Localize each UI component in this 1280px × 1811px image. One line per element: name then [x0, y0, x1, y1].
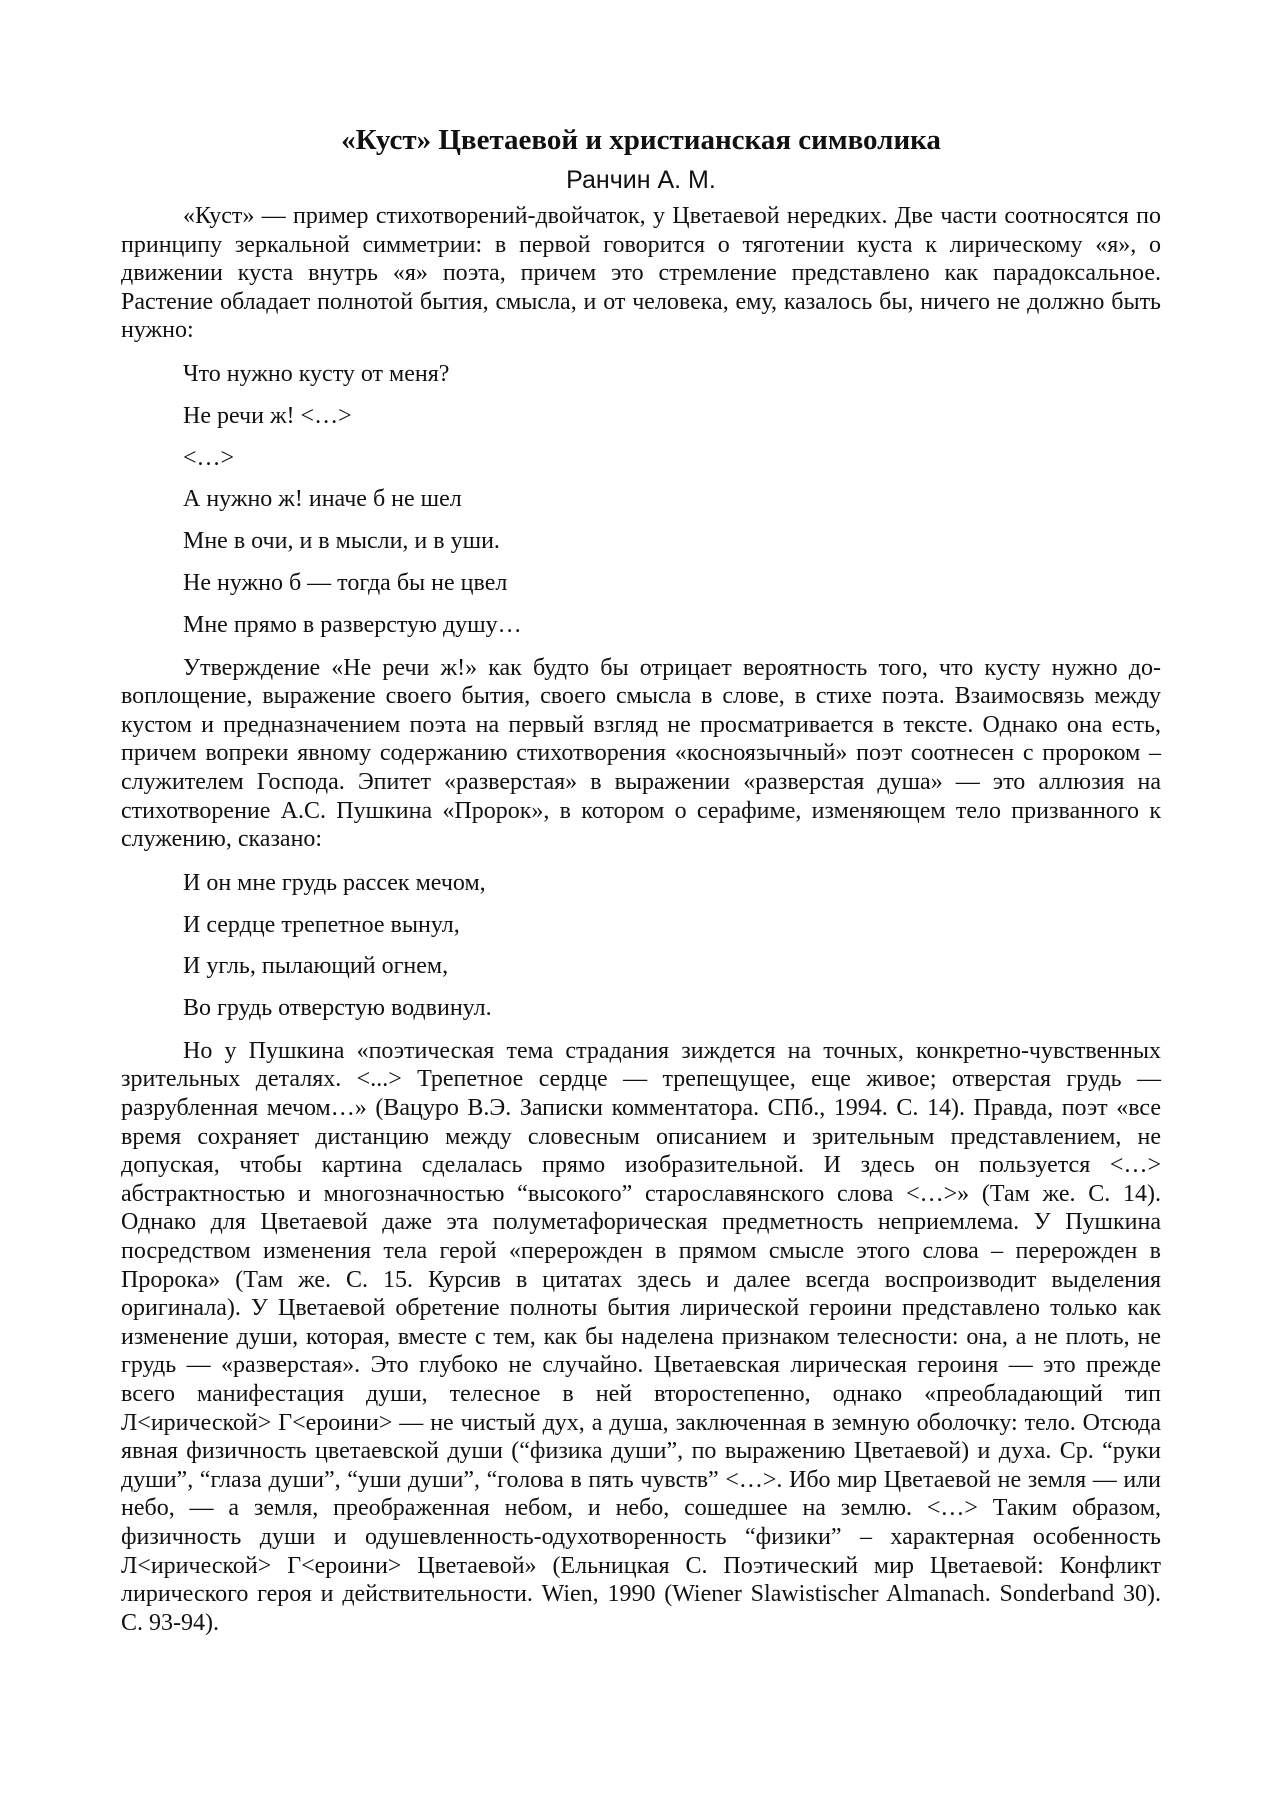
verse-line: Во грудь отверстую водвинул.	[183, 995, 492, 1022]
verse-line: Мне прямо в разверстую душу…	[183, 611, 522, 638]
verse-quote-prophet	[121, 868, 1161, 1035]
verse-line: И угль, пылающий огнем,	[183, 953, 449, 980]
verse-line: Не нужно б — тогда бы не цвел	[183, 569, 508, 596]
paragraph-2: Утверждение «Не речи ж!» как будто бы отрицает вероятность того, что кусту нужно до-воплощение, выражение своего бытия, своего смысла в слове, в стихе поэта. Взаимосвязь между кустом и предназначением поэта на первый взгляд не просматривается в тексте. Однако она есть, причем вопреки явному содержанию стихотворения «косноязычный» поэт соотнесен с пророком – служителем Господа. Эпитет «разверстая» в выражении «разверстая душа» — это аллюзия на стихотворение А.С. Пушкина «Пророк», в котором о серафиме, изменяющем тело призванного к служению, сказано:	[121, 654, 1161, 853]
verse-line: И сердце трепетное вынул,	[183, 911, 460, 938]
verse-line: И он мне грудь рассек мечом,	[183, 869, 486, 896]
verse-line: А нужно ж! иначе б не шел	[183, 486, 462, 513]
paragraph-3: Но у Пушкина «поэтическая тема страдания зиждется на точных, конкретно-чувственных зрительных деталях. <...> Трепетное сердце — трепещущее, еще живое; отверстая грудь — разрубленная мечом…» (Вацуро В.Э. Записки комментатора. СПб., 1994. С. 14). Правда, поэт «все время сохраняет дистанцию между словесным описанием и зрительным представлением, не допуская, чтобы картина сделалась прямо изобразительной. И здесь он пользуется <…> абстрактностью и многозначностью “высокого” старославянского слова <…>» (Там же. С. 14). Однако для Цветаевой даже эта полуметафорическая предметность неприемлема. У Пушкина посредством изменения тела герой «перерожден в прямом смысле этого слова – перерожден в Пророка» (Там же. С. 15. Курсив в цитатах здесь и далее всегда воспроизводит выделения оригинала). У Цветаевой обретение полноты бытия лирической героини представлено только как изменение души, которая, вместе с тем, как бы наделена признаком телесности: она, а не плоть, не грудь — «разверстая». Это глубоко не случайно. Цветаевская лирическая героиня — это прежде всего манифестация души, телесное в ней второстепенно, однако «преобладающий тип Л<ирической> Г<ероини> — не чистый дух, а душа, заключенная в земную оболочку: тело. Отсюда явная физичность цветаевской души (“физика души”, по выражению Цветаевой) и духа. Ср. “руки души”, “глаза души”, “уши души”, “голова в пять чувств” <…>. Ибо мир Цветаевой не земля — или небо, — а земля, преображенная небом, и небо, сошедшее на землю. <…> Таким образом, физичность души и одушевленность-одухотворенность “физики” – характерная особенность Л<ирической> Г<ероини> Цветаевой» (Ельницкая С. Поэтический мир Цветаевой: Конфликт лирического героя и действительности. Wien, 1990 (Wiener Slawistischer Almanach. Sonderband 30). С. 93-94).	[121, 1037, 1161, 1636]
verse-quote-bush	[121, 359, 1161, 652]
document-title: «Куст» Цветаевой и христианская символика	[341, 124, 941, 156]
verse-line: Мне в очи, и в мысли, и в уши.	[183, 528, 500, 555]
document-page	[121, 122, 1161, 1637]
verse-line: Что нужно кусту от меня?	[183, 360, 450, 387]
paragraph-1: «Куст» — пример стихотворений-двойчаток, у Цветаевой нередких. Две части соотносятся по принципу зеркальной симметрии: в первой говорится о тяготении куста к лирическому «я», о движении куста внутрь «я» поэта, причем это стремление представлено как парадоксальное. Растение обладает полнотой бытия, смысла, и от человека, ему, казалось бы, ничего не должно быть нужно:	[121, 203, 1161, 344]
verse-line: Не речи ж! <…>	[183, 402, 352, 429]
verse-line: <…>	[183, 444, 235, 471]
document-author: Ранчин А. М.	[566, 166, 716, 194]
